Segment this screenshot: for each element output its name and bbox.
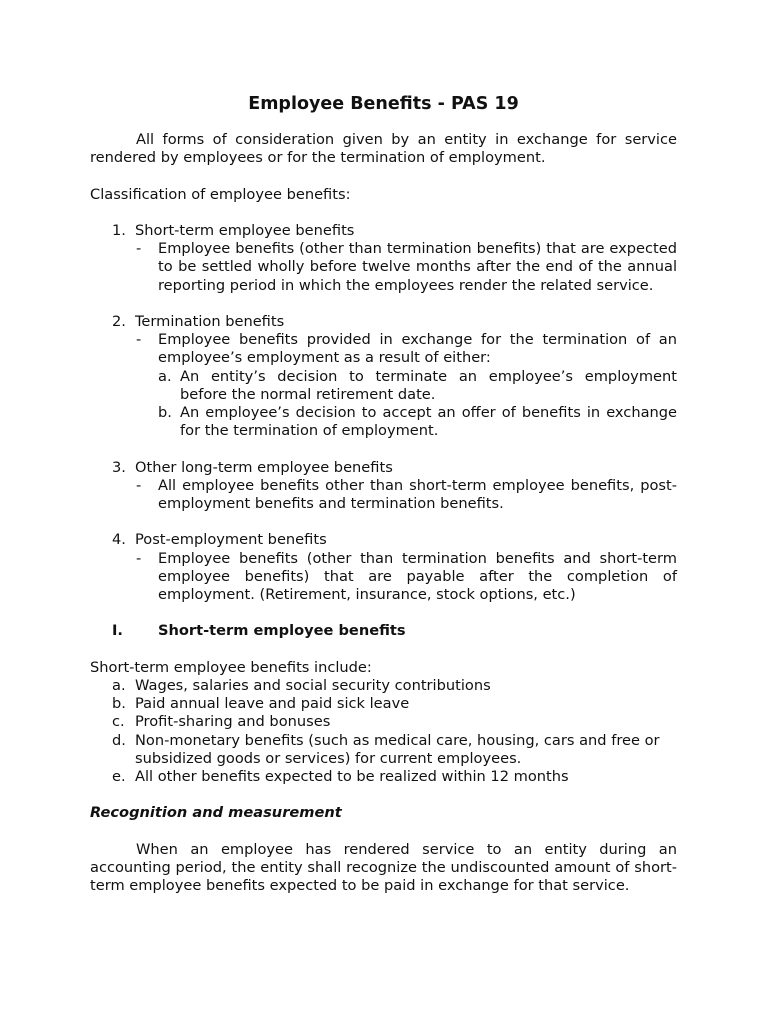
recognition-heading: Recognition and measurement [90,804,342,822]
page-title: Employee Benefits - PAS 19 [248,94,519,114]
list-item: b. Paid annual leave and paid sick leave [112,695,410,713]
classification-heading: Post-employment benefits [135,531,327,549]
list-number: 4. [112,531,126,549]
termination-sub-item-b: b. An employee’s decision to accept an offer of benefits in exchange for the termination of employment. [158,404,677,440]
list-number: 3. [112,458,126,476]
classification-label: Classification of employee benefits: [90,185,351,203]
list-letter: d. [112,731,126,749]
list-letter: a. [112,676,126,694]
classification-heading: Other long-term employee benefits [135,458,393,476]
list-number: 2. [112,312,126,330]
classification-description: - Employee benefits provided in exchange for the termination of an employee’s employment as a result of either: [136,331,677,367]
section-heading: I. Short-term employee benefits [112,622,406,640]
list-letter: e. [112,768,126,785]
intro-paragraph: All forms of consideration given by an entity in exchange for service rendered by employees or for the termination of employment. [90,131,677,167]
dash-marker: - [136,549,142,567]
list-letter: a. [158,367,172,385]
list-item: a. Wages, salaries and social security contributions [112,676,491,694]
list-item: d. Non-monetary benefits (such as medical care, housing, cars and free or subsidized goods or services) for current employees. [112,731,660,767]
classification-heading: Termination benefits [135,312,285,330]
includes-label: Short-term employee benefits include: [90,658,372,676]
classification-description: - All employee benefits other than short-term employee benefits, post-employment benefits and termination benefits. [136,476,677,512]
recognition-paragraph: When an employee has rendered service to an entity during an accounting period, the entity shall recognize the undiscounted amount of short-term employee benefits expected to be paid in exchange for that service. [90,840,677,895]
classification-item-post-employment [90,531,677,549]
classification-description: - Employee benefits (other than termination benefits) that are expected to be settled wholly before twelve months after the end of the annual reporting period in which the employees render the related service. [136,240,677,294]
list-item: c. Profit-sharing and bonuses [112,713,331,731]
dash-marker: - [136,476,142,494]
classification-item-short-term [90,222,677,240]
classification-item-termination [90,313,677,331]
list-letter: c. [112,713,125,731]
classification-heading: Short-term employee benefits [135,221,355,239]
classification-item-other-long-term [90,459,677,477]
classification-description: - Employee benefits (other than termination benefits and short-term employee benefits) that are payable after the completion of employment. (Retirement, insurance, stock options, etc.) [136,549,677,603]
dash-marker: - [136,331,142,349]
dash-marker: - [136,240,142,258]
list-letter: b. [158,404,172,421]
list-number: 1. [112,221,126,239]
document-body [90,94,677,895]
list-item: e. All other benefits expected to be realized within 12 months [112,768,569,785]
termination-sub-item-a: a. An entity’s decision to terminate an employee’s employment before the normal retirement date. [158,367,677,403]
section-number: I. [112,622,123,640]
list-letter: b. [112,695,126,713]
